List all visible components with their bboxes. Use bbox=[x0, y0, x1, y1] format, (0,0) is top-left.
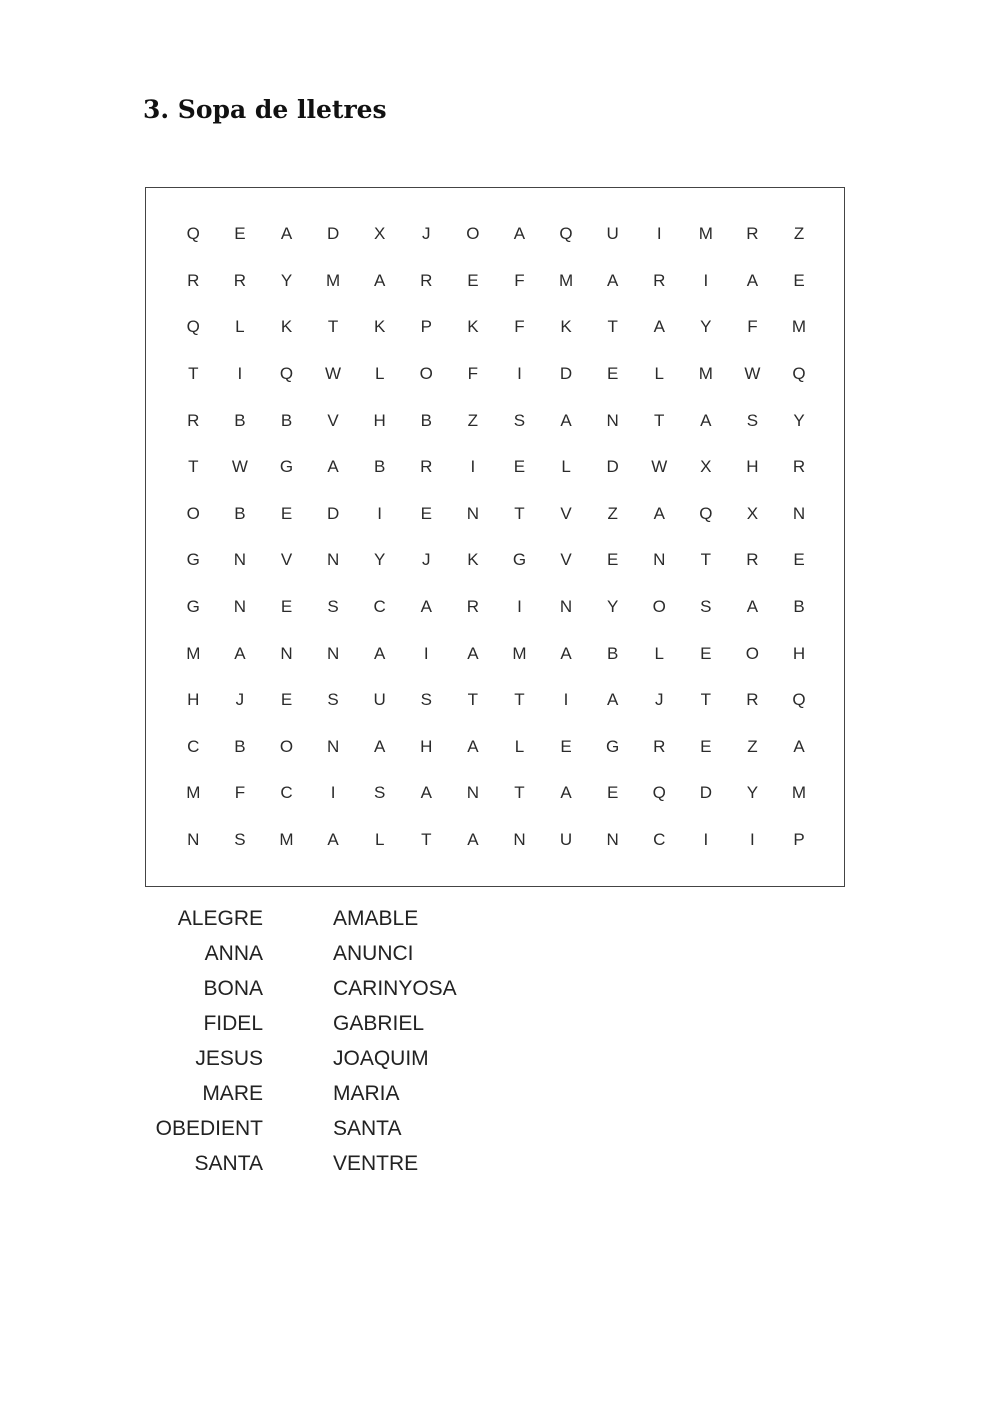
grid-letter[interactable]: J bbox=[422, 224, 431, 244]
grid-letter[interactable]: H bbox=[746, 457, 759, 477]
grid-letter[interactable]: R bbox=[420, 457, 433, 477]
grid-letter[interactable]: V bbox=[560, 503, 572, 523]
grid-letter[interactable]: P bbox=[793, 830, 805, 850]
grid-letter[interactable]: M bbox=[186, 643, 201, 663]
word-list-item: SANTA bbox=[194, 1152, 263, 1175]
word-list-item: BONA bbox=[203, 977, 263, 1000]
grid-letter[interactable]: S bbox=[327, 597, 339, 617]
grid-letter[interactable]: S bbox=[746, 410, 759, 430]
grid-letter[interactable]: B bbox=[234, 736, 246, 756]
grid-letter[interactable]: H bbox=[792, 643, 806, 663]
grid-letter[interactable]: A bbox=[793, 736, 805, 756]
grid-letter[interactable]: M bbox=[558, 270, 574, 290]
grid-letter[interactable]: Q bbox=[186, 224, 200, 244]
grid-letter[interactable]: A bbox=[467, 643, 479, 663]
grid-letter[interactable]: Y bbox=[700, 317, 712, 337]
grid-letter[interactable]: G bbox=[512, 550, 527, 570]
grid-letter[interactable]: O bbox=[186, 503, 200, 523]
grid-letter[interactable]: S bbox=[234, 830, 246, 850]
grid-letter[interactable]: K bbox=[280, 317, 293, 337]
grid-letter[interactable]: L bbox=[561, 457, 571, 477]
grid-letter[interactable]: N bbox=[233, 550, 247, 570]
word-list-item: JESUS bbox=[195, 1047, 263, 1070]
grid-letter[interactable]: T bbox=[188, 364, 199, 384]
grid-letter[interactable]: N bbox=[326, 736, 340, 756]
grid-letter[interactable]: I bbox=[750, 830, 755, 850]
grid-letter[interactable]: D bbox=[326, 503, 340, 523]
grid-letter[interactable]: Q bbox=[792, 690, 806, 710]
grid-letter[interactable]: N bbox=[326, 550, 340, 570]
grid-letter[interactable]: W bbox=[325, 364, 342, 384]
grid-letter[interactable]: E bbox=[467, 270, 479, 290]
grid-letter[interactable]: Y bbox=[606, 597, 619, 617]
grid-letter[interactable]: A bbox=[467, 830, 479, 850]
grid-letter[interactable]: G bbox=[279, 457, 294, 477]
grid-letter[interactable]: C bbox=[653, 830, 666, 850]
word-list-item: OBEDIENT bbox=[155, 1117, 263, 1140]
grid-letter[interactable]: L bbox=[514, 736, 525, 756]
grid-letter[interactable]: D bbox=[559, 364, 573, 384]
word-list-item: CARINYOSA bbox=[333, 977, 457, 1000]
grid-letter[interactable]: U bbox=[606, 224, 619, 244]
grid-letter[interactable]: H bbox=[373, 410, 386, 430]
grid-letter[interactable]: T bbox=[467, 690, 479, 710]
page-title: 3. Sopa de lletres bbox=[143, 95, 387, 124]
grid-letter[interactable]: T bbox=[188, 457, 199, 477]
word-list-left-column bbox=[130, 901, 263, 1181]
grid-letter[interactable]: T bbox=[421, 830, 432, 850]
grid-letter[interactable]: B bbox=[793, 597, 805, 617]
grid-letter[interactable]: S bbox=[374, 783, 386, 803]
grid-letter[interactable]: Y bbox=[746, 783, 759, 803]
grid-letter[interactable]: L bbox=[374, 830, 385, 850]
grid-letter[interactable]: E bbox=[606, 550, 619, 570]
grid-letter[interactable]: A bbox=[560, 783, 572, 803]
grid-letter[interactable]: I bbox=[563, 690, 569, 710]
word-search-box bbox=[145, 187, 845, 887]
grid-letter[interactable]: K bbox=[467, 317, 479, 337]
grid-letter[interactable]: S bbox=[513, 410, 526, 430]
grid-letter[interactable]: W bbox=[231, 457, 248, 477]
grid-letter[interactable]: R bbox=[233, 270, 247, 290]
grid-letter[interactable]: Q bbox=[279, 364, 294, 384]
word-list-item: MARIA bbox=[333, 1082, 400, 1105]
grid-letter[interactable]: N bbox=[606, 830, 619, 850]
grid-letter[interactable]: V bbox=[280, 550, 293, 570]
grid-letter[interactable]: V bbox=[327, 410, 339, 430]
grid-letter[interactable]: Q bbox=[699, 503, 713, 523]
grid-letter[interactable]: A bbox=[560, 410, 572, 430]
grid-letter[interactable]: O bbox=[279, 736, 294, 756]
grid-letter[interactable]: G bbox=[606, 736, 620, 756]
grid-letter[interactable]: O bbox=[745, 643, 760, 663]
word-list-item: GABRIEL bbox=[333, 1012, 425, 1035]
grid-letter[interactable]: L bbox=[374, 364, 385, 384]
grid-letter[interactable]: I bbox=[656, 224, 662, 244]
grid-letter[interactable]: I bbox=[330, 783, 336, 803]
grid-letter[interactable]: B bbox=[420, 410, 432, 430]
grid-letter[interactable]: X bbox=[700, 457, 712, 477]
grid-letter[interactable]: R bbox=[187, 270, 200, 290]
grid-letter[interactable]: T bbox=[514, 503, 525, 523]
grid-letter[interactable]: Q bbox=[652, 783, 666, 803]
grid-letter[interactable]: I bbox=[517, 364, 522, 384]
grid-letter[interactable]: U bbox=[559, 830, 573, 850]
grid-letter[interactable]: A bbox=[234, 643, 246, 663]
grid-letter[interactable]: N bbox=[466, 503, 479, 523]
grid-letter[interactable]: T bbox=[607, 317, 618, 337]
grid-letter[interactable]: W bbox=[651, 457, 668, 477]
grid-letter[interactable]: A bbox=[374, 270, 386, 290]
grid-letter[interactable]: I bbox=[703, 830, 709, 850]
grid-letter[interactable]: T bbox=[327, 317, 339, 337]
grid-letter[interactable]: C bbox=[280, 783, 293, 803]
grid-letter[interactable]: N bbox=[653, 550, 666, 570]
grid-letter[interactable]: O bbox=[652, 597, 666, 617]
grid-letter[interactable]: Q bbox=[559, 224, 573, 244]
word-list-right-column bbox=[333, 901, 583, 1181]
grid-letter[interactable]: M bbox=[698, 224, 713, 244]
grid-letter[interactable]: J bbox=[654, 690, 664, 710]
word-list-item: MARE bbox=[202, 1082, 263, 1105]
grid-letter[interactable]: A bbox=[746, 270, 759, 290]
grid-letter[interactable]: R bbox=[187, 410, 200, 430]
grid-letter[interactable]: E bbox=[700, 736, 712, 756]
grid-letter[interactable]: E bbox=[280, 690, 293, 710]
grid-letter[interactable]: T bbox=[654, 410, 665, 430]
grid-letter[interactable]: I bbox=[517, 597, 522, 617]
grid-letter[interactable]: R bbox=[746, 690, 759, 710]
grid-letter[interactable]: T bbox=[700, 690, 712, 710]
grid-letter[interactable]: N bbox=[606, 410, 619, 430]
grid-letter[interactable]: I bbox=[237, 364, 243, 384]
grid-letter[interactable]: M bbox=[512, 643, 527, 663]
grid-letter[interactable]: N bbox=[326, 643, 340, 663]
grid-letter[interactable]: F bbox=[747, 317, 758, 337]
grid-letter[interactable]: R bbox=[746, 224, 759, 244]
grid-letter[interactable]: Y bbox=[280, 270, 293, 290]
grid-letter[interactable]: I bbox=[423, 643, 429, 663]
grid-letter[interactable]: D bbox=[606, 457, 619, 477]
grid-letter[interactable]: A bbox=[467, 736, 479, 756]
letter-grid bbox=[170, 211, 822, 863]
grid-letter[interactable]: N bbox=[466, 783, 479, 803]
grid-letter[interactable]: E bbox=[793, 270, 805, 290]
word-list-item: AMABLE bbox=[333, 907, 419, 930]
grid-letter[interactable]: F bbox=[234, 783, 246, 803]
grid-letter[interactable]: T bbox=[514, 690, 525, 710]
grid-letter[interactable]: Y bbox=[793, 410, 805, 430]
word-list-item: ALEGRE bbox=[177, 907, 263, 930]
grid-letter[interactable]: M bbox=[325, 270, 341, 290]
grid-letter[interactable]: K bbox=[374, 317, 386, 337]
grid-letter[interactable]: I bbox=[470, 457, 476, 477]
grid-letter[interactable]: N bbox=[559, 597, 573, 617]
grid-letter[interactable]: B bbox=[606, 643, 619, 663]
grid-letter[interactable]: Y bbox=[374, 550, 386, 570]
grid-letter[interactable]: Z bbox=[747, 736, 758, 756]
grid-letter[interactable]: A bbox=[606, 270, 619, 290]
grid-letter[interactable]: C bbox=[373, 597, 386, 617]
grid-letter[interactable]: R bbox=[653, 270, 666, 290]
grid-letter[interactable]: F bbox=[514, 270, 525, 290]
grid-letter[interactable]: E bbox=[420, 503, 432, 523]
grid-letter[interactable]: A bbox=[653, 317, 665, 337]
grid-letter[interactable]: O bbox=[466, 224, 480, 244]
grid-letter[interactable]: Q bbox=[186, 317, 200, 337]
grid-letter[interactable]: M bbox=[791, 783, 807, 803]
grid-letter[interactable]: A bbox=[420, 783, 432, 803]
grid-letter[interactable]: E bbox=[606, 783, 619, 803]
grid-letter[interactable]: J bbox=[235, 690, 245, 710]
grid-letter[interactable]: E bbox=[234, 224, 246, 244]
grid-letter[interactable]: D bbox=[326, 224, 340, 244]
grid-letter[interactable]: M bbox=[279, 830, 294, 850]
word-list-item: VENTRE bbox=[333, 1152, 419, 1175]
grid-letter[interactable]: B bbox=[234, 410, 246, 430]
grid-letter[interactable]: B bbox=[374, 457, 386, 477]
word-list-item: JOAQUIM bbox=[333, 1047, 429, 1070]
grid-letter[interactable]: A bbox=[327, 457, 339, 477]
word-list-item: SANTA bbox=[333, 1117, 402, 1140]
grid-letter[interactable]: N bbox=[233, 597, 247, 617]
grid-letter[interactable]: R bbox=[466, 597, 479, 617]
grid-letter[interactable]: S bbox=[327, 690, 339, 710]
grid-letter[interactable]: F bbox=[467, 364, 479, 384]
grid-letter[interactable]: A bbox=[653, 503, 665, 523]
grid-letter[interactable]: W bbox=[744, 364, 761, 384]
grid-letter[interactable]: N bbox=[187, 830, 200, 850]
grid-letter[interactable]: A bbox=[374, 643, 386, 663]
grid-letter[interactable]: H bbox=[420, 736, 433, 756]
grid-letter[interactable]: N bbox=[280, 643, 293, 663]
grid-letter[interactable]: I bbox=[703, 270, 709, 290]
grid-letter[interactable]: V bbox=[560, 550, 572, 570]
grid-letter[interactable]: J bbox=[422, 550, 431, 570]
grid-letter[interactable]: S bbox=[700, 597, 712, 617]
grid-letter[interactable]: F bbox=[514, 317, 525, 337]
grid-letter[interactable]: A bbox=[327, 830, 339, 850]
grid-letter[interactable]: B bbox=[280, 410, 293, 430]
grid-letter[interactable]: R bbox=[746, 550, 759, 570]
word-list-item: FIDEL bbox=[203, 1012, 263, 1035]
word-list-item: ANNA bbox=[204, 942, 263, 965]
grid-letter[interactable]: E bbox=[606, 364, 619, 384]
grid-letter[interactable]: X bbox=[374, 224, 386, 244]
grid-letter[interactable]: K bbox=[467, 550, 479, 570]
grid-letter[interactable]: D bbox=[699, 783, 712, 803]
grid-letter[interactable]: M bbox=[698, 364, 713, 384]
grid-letter[interactable]: A bbox=[746, 597, 759, 617]
grid-letter[interactable]: Z bbox=[793, 224, 805, 244]
grid-letter[interactable]: C bbox=[187, 736, 200, 756]
grid-letter[interactable]: M bbox=[186, 783, 201, 803]
grid-letter[interactable]: A bbox=[280, 224, 293, 244]
grid-letter[interactable]: G bbox=[186, 597, 200, 617]
grid-letter[interactable]: O bbox=[419, 364, 433, 384]
grid-letter[interactable]: U bbox=[373, 690, 386, 710]
grid-letter[interactable]: K bbox=[560, 317, 572, 337]
grid-letter[interactable]: Q bbox=[792, 364, 806, 384]
grid-letter[interactable]: L bbox=[235, 317, 245, 337]
grid-letter[interactable]: R bbox=[420, 270, 433, 290]
grid-letter[interactable]: A bbox=[420, 597, 432, 617]
grid-letter[interactable]: L bbox=[654, 364, 664, 384]
grid-letter[interactable]: E bbox=[513, 457, 526, 477]
grid-letter[interactable]: T bbox=[514, 783, 525, 803]
grid-letter[interactable]: E bbox=[793, 550, 805, 570]
grid-letter[interactable]: E bbox=[280, 503, 293, 523]
word-list-item: ANUNCI bbox=[333, 942, 414, 965]
grid-letter[interactable]: L bbox=[654, 643, 664, 663]
grid-letter[interactable]: M bbox=[791, 317, 807, 337]
grid-letter[interactable]: R bbox=[792, 457, 806, 477]
grid-letter[interactable]: A bbox=[606, 690, 619, 710]
grid-letter[interactable]: A bbox=[700, 410, 712, 430]
grid-letter[interactable]: N bbox=[792, 503, 806, 523]
grid-letter[interactable]: X bbox=[746, 503, 759, 523]
word-list bbox=[0, 901, 1000, 1191]
grid-letter[interactable]: B bbox=[234, 503, 246, 523]
grid-letter[interactable]: E bbox=[280, 597, 293, 617]
grid-letter[interactable]: I bbox=[377, 503, 383, 523]
grid-letter[interactable]: N bbox=[513, 830, 526, 850]
grid-letter[interactable]: Z bbox=[467, 410, 479, 430]
grid-letter[interactable]: S bbox=[420, 690, 432, 710]
grid-letter[interactable]: Z bbox=[607, 503, 618, 523]
grid-letter[interactable]: A bbox=[374, 736, 386, 756]
grid-letter[interactable]: G bbox=[186, 550, 200, 570]
grid-letter[interactable]: E bbox=[560, 736, 572, 756]
grid-letter[interactable]: E bbox=[700, 643, 712, 663]
grid-letter[interactable]: T bbox=[700, 550, 712, 570]
grid-letter[interactable]: A bbox=[513, 224, 526, 244]
grid-letter[interactable]: H bbox=[187, 690, 200, 710]
grid-letter[interactable]: R bbox=[653, 736, 666, 756]
grid-letter[interactable]: A bbox=[560, 643, 572, 663]
grid-letter[interactable]: P bbox=[420, 317, 432, 337]
